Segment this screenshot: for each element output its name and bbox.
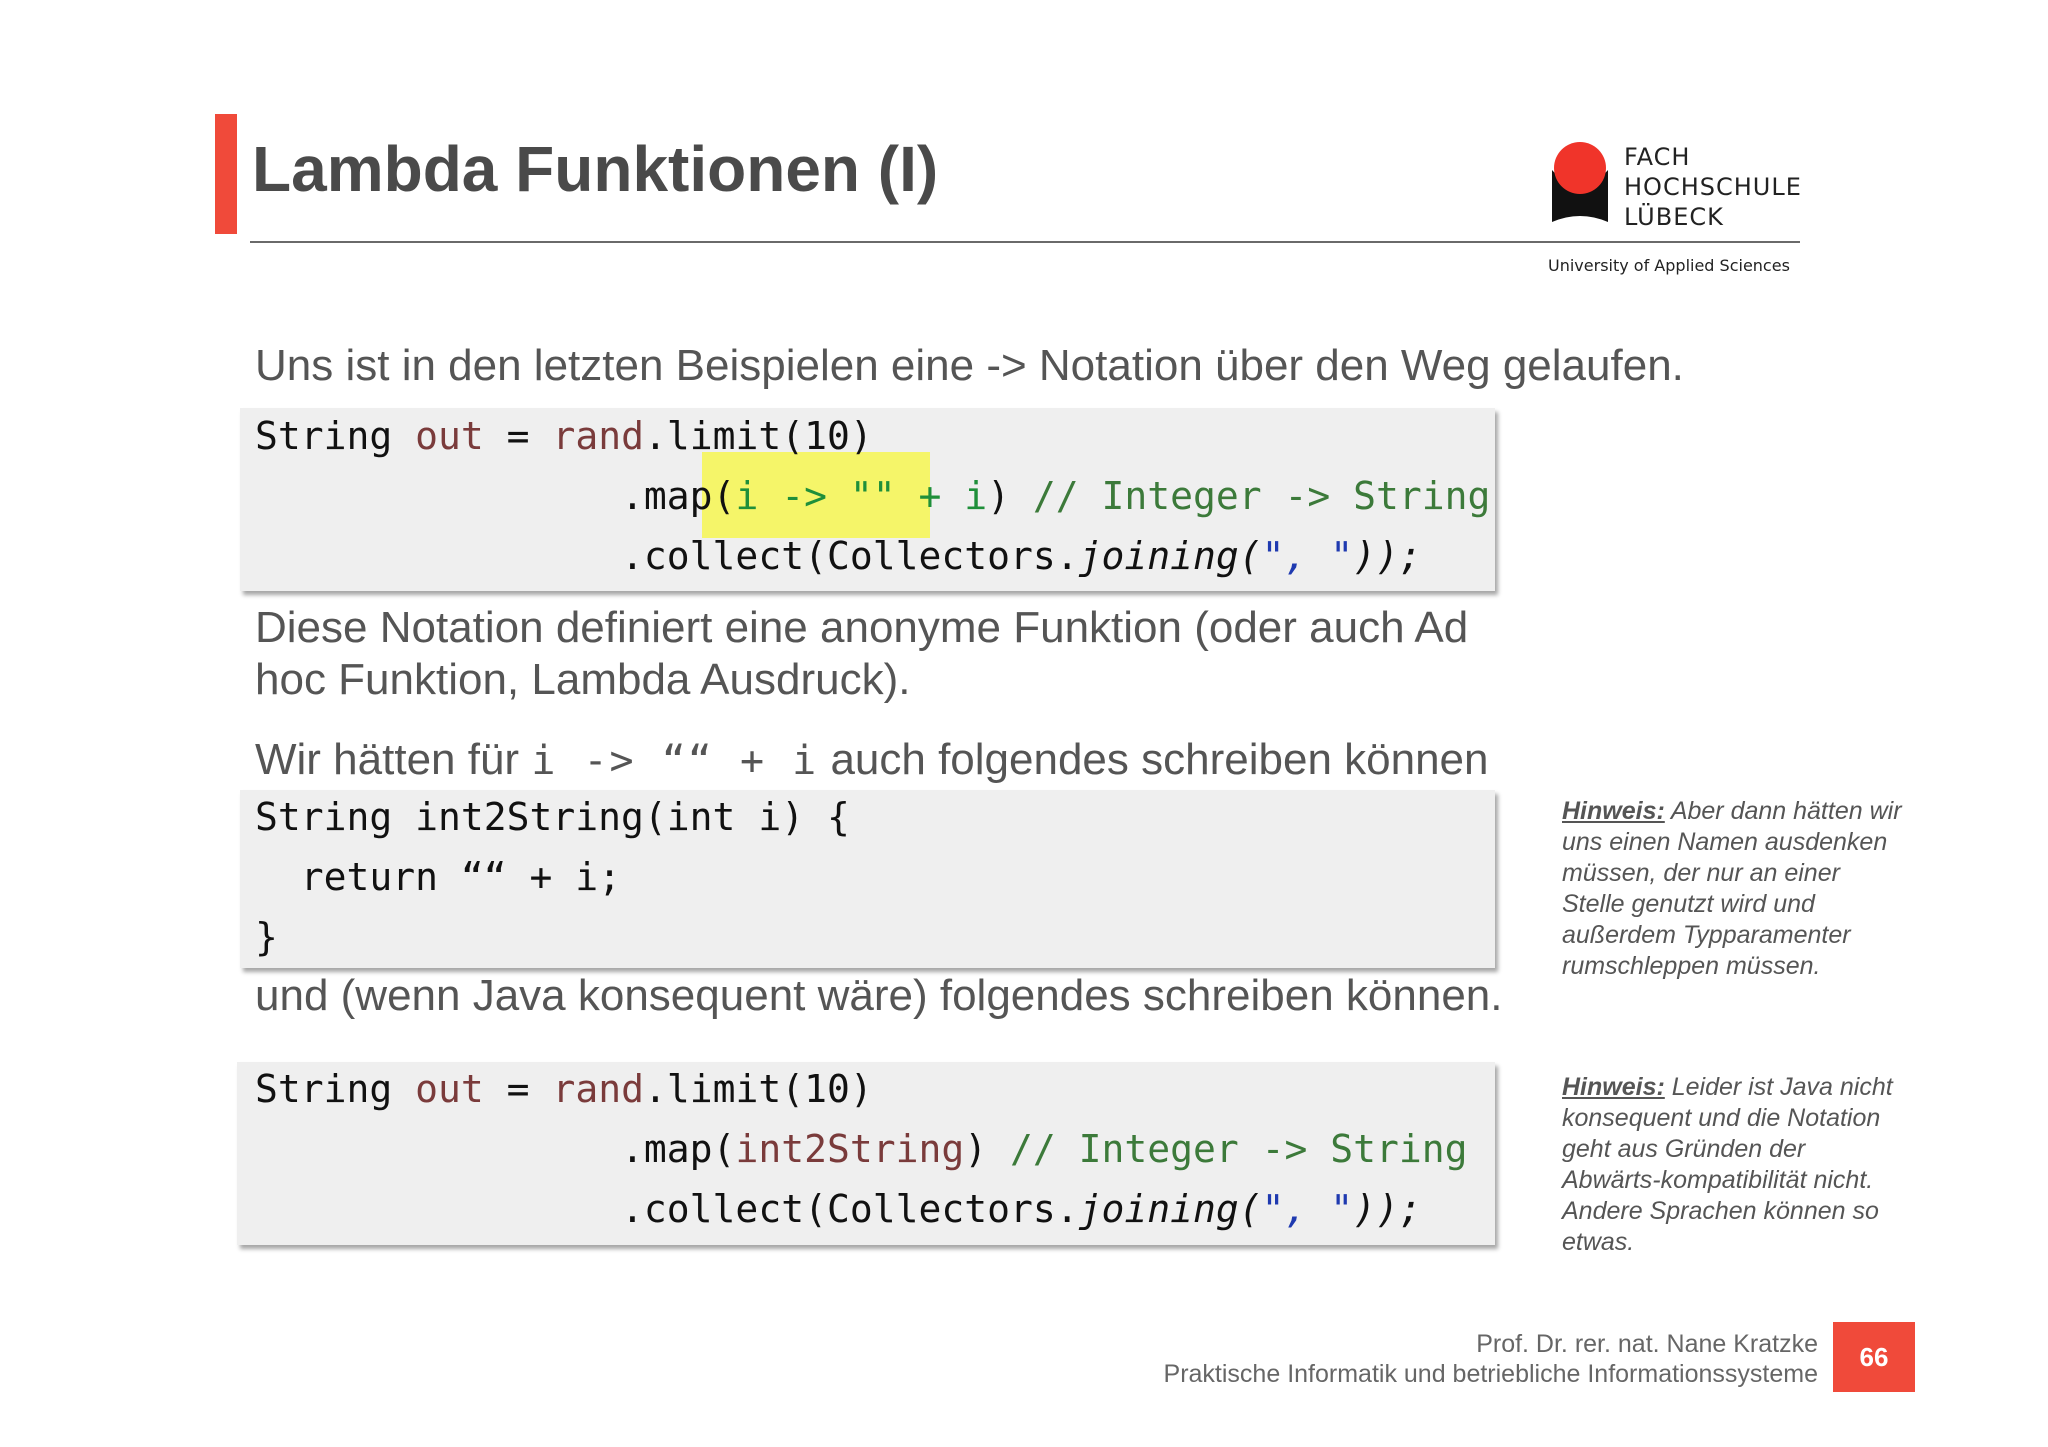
logo-line-luebeck: LÜBECK <box>1624 203 1724 231</box>
alternative-suffix: auch folgendes schreiben können <box>818 735 1489 784</box>
code-indent <box>255 1187 621 1231</box>
code-token: ) <box>964 1127 988 1171</box>
code3-line3 <box>255 1186 1422 1232</box>
code-token: String <box>255 1067 416 1111</box>
code1-line3 <box>255 533 1422 579</box>
code-indent <box>255 1127 621 1171</box>
code-token: int2String <box>735 1127 965 1171</box>
code-token: .map( <box>621 1127 736 1171</box>
code-token: rand <box>552 1067 644 1111</box>
java-note-text: und (wenn Java konsequent wäre) folgendes schreiben können. <box>255 971 1503 1020</box>
footer-author: Prof. Dr. rer. nat. Nane Kratzke <box>1476 1330 1818 1358</box>
code-token: joining( <box>1078 534 1262 578</box>
code-token: .collect(Collectors. <box>621 1187 1079 1231</box>
code1-line2 <box>255 473 1490 519</box>
code-token: ) <box>987 474 1010 518</box>
code-indent <box>255 534 621 578</box>
code2-line3: } <box>255 915 278 959</box>
code-lambda: i -> "" + i <box>735 474 988 518</box>
code-token: )); <box>1353 534 1422 578</box>
alternative-prefix: Wir hätten für <box>255 735 532 784</box>
code-token: .limit(10) <box>643 414 873 458</box>
hint-label: Hinweis: <box>1562 797 1665 825</box>
university-logo-icon <box>1548 140 1612 230</box>
code-token: .collect(Collectors. <box>621 534 1079 578</box>
code-token: out <box>415 1067 484 1111</box>
university-logo-text <box>1624 142 1802 232</box>
alternative-text <box>255 734 1489 787</box>
code-token: joining( <box>1078 1187 1262 1231</box>
code-string: ", " <box>1261 1187 1354 1231</box>
code3-line2 <box>255 1126 1468 1172</box>
intro-text: Uns ist in den letzten Beispielen eine -> Notation über den Weg gelaufen. <box>255 341 1684 390</box>
code2-line2: return ““ + i; <box>255 855 622 899</box>
code3-line1 <box>255 1066 873 1112</box>
university-subtitle: University of Applied Sciences <box>1548 256 1790 275</box>
code-token: = <box>483 414 553 458</box>
hint-text: Leider ist Java nicht konsequent und die Notation geht aus Gründen der Abwärts-kompatibilität nicht. Andere Sprachen können so etwas. <box>1562 1073 1893 1256</box>
code-indent <box>255 474 621 518</box>
code-token: String <box>255 414 416 458</box>
title-divider <box>250 241 1800 243</box>
hint-text: Aber dann hätten wir uns einen Namen ausdenken müssen, der nur an einer Stelle genutzt wird und außerdem Typparamenter rumschleppen müssen. <box>1562 797 1902 980</box>
code-token: = <box>483 1067 553 1111</box>
code-token: .map( <box>621 474 736 518</box>
code-token: .limit(10) <box>643 1067 873 1111</box>
logo-line-fach: FACH <box>1624 143 1691 171</box>
definition-text: Diese Notation definiert eine anonyme Funktion (oder auch Ad hoc Funktion, Lambda Ausdruck). <box>255 603 1469 704</box>
code-token: )); <box>1353 1187 1422 1231</box>
footer-course: Praktische Informatik und betriebliche Informationssysteme <box>1163 1360 1818 1388</box>
hint-java-note <box>1562 1072 1902 1258</box>
hint-label: Hinweis: <box>1562 1073 1665 1101</box>
title-accent-bar <box>215 114 237 234</box>
code-string: ", " <box>1261 534 1354 578</box>
code-token: out <box>415 414 484 458</box>
hint-name-note <box>1562 796 1902 982</box>
alternative-inline-code: i -> ““ + i <box>531 738 819 784</box>
code1-line1 <box>255 413 873 459</box>
code-comment: // Integer -> String <box>1010 474 1491 518</box>
slide-title: Lambda Funktionen (I) <box>252 133 939 205</box>
code-token: rand <box>552 414 644 458</box>
logo-line-hochschule: HOCHSCHULE <box>1624 173 1802 201</box>
page-number: 66 <box>1833 1322 1915 1392</box>
code2-line1: String int2String(int i) { <box>255 795 850 839</box>
code-comment: // Integer -> String <box>987 1127 1468 1171</box>
